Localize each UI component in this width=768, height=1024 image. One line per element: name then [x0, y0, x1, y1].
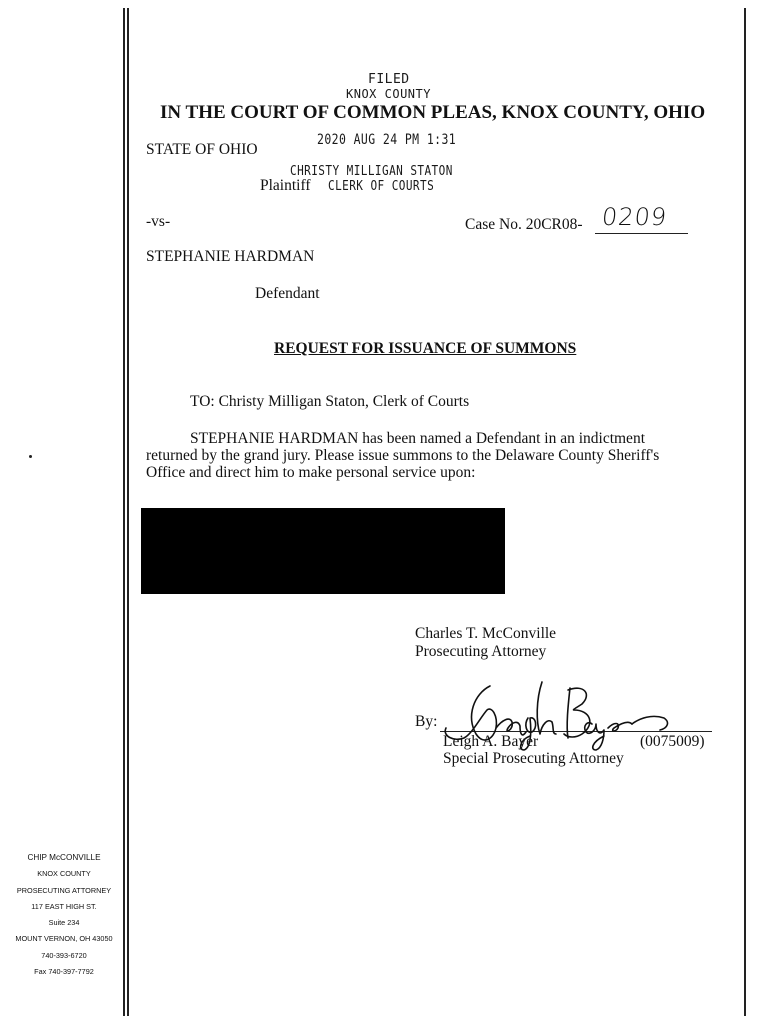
by-label: By:	[415, 713, 438, 730]
case-number-label: Case No. 20CR08-	[465, 216, 583, 233]
defendant-name: STEPHANIE HARDMAN	[146, 248, 315, 265]
filing-stamp-clerk-name: CHRISTY MILLIGAN STATON	[290, 164, 453, 179]
body-line-3: Office and direct him to make personal service upon:	[146, 464, 476, 481]
signer-name-primary: Charles T. McConville	[415, 625, 557, 642]
letterhead-name: CHIP McCONVILLE	[27, 853, 101, 862]
speck-mark	[29, 455, 32, 458]
signer-title-primary: Prosecuting Attorney	[415, 643, 547, 660]
signer-bar-number: (0075009)	[640, 733, 705, 750]
plaintiff-name: STATE OF OHIO	[146, 141, 258, 158]
margin-rule-outer	[123, 8, 125, 1016]
prosecutor-letterhead	[8, 850, 120, 980]
filing-stamp-date: 2020 AUG 24 PM 1:31	[317, 132, 457, 148]
filing-stamp-filed: FILED	[368, 72, 410, 87]
letterhead-street: 117 EAST HIGH ST.	[31, 901, 97, 911]
margin-rule-inner	[127, 8, 129, 1016]
letterhead-phone: 740-393-6720	[41, 950, 87, 960]
letterhead-county: KNOX COUNTY	[37, 869, 91, 879]
defendant-label: Defendant	[255, 285, 320, 302]
document-heading: REQUEST FOR ISSUANCE OF SUMMONS	[274, 340, 577, 357]
letterhead-city: MOUNT VERNON, OH 43050	[15, 934, 113, 944]
versus-label: -vs-	[146, 213, 171, 230]
letterhead-fax: Fax 740-397-7792	[34, 967, 94, 977]
signer-name-secondary: Leigh A. Bayer	[443, 733, 539, 750]
body-line-2: returned by the grand jury. Please issue summons to the Delaware County Sheriff's	[146, 447, 660, 464]
addressee-line: TO: Christy Milligan Staton, Clerk of Courts	[190, 393, 470, 410]
filing-stamp-clerk-title: CLERK OF COURTS	[328, 179, 435, 194]
case-number-handwritten: 0209	[600, 203, 669, 231]
signer-title-secondary: Special Prosecuting Attorney	[443, 750, 624, 767]
court-title: IN THE COURT OF COMMON PLEAS, KNOX COUNTY, OHIO	[160, 102, 706, 123]
letterhead-office: PROSECUTING ATTORNEY	[16, 885, 112, 895]
filing-stamp-county: KNOX COUNTY	[346, 87, 431, 101]
case-number-underline	[595, 233, 688, 234]
letterhead-suite: Suite 234	[48, 918, 80, 928]
redacted-address-block	[141, 508, 505, 594]
margin-rule-right	[744, 8, 746, 1016]
plaintiff-label: Plaintiff	[260, 177, 311, 194]
body-line-1: STEPHANIE HARDMAN has been named a Defendant in an indictment	[190, 430, 645, 447]
